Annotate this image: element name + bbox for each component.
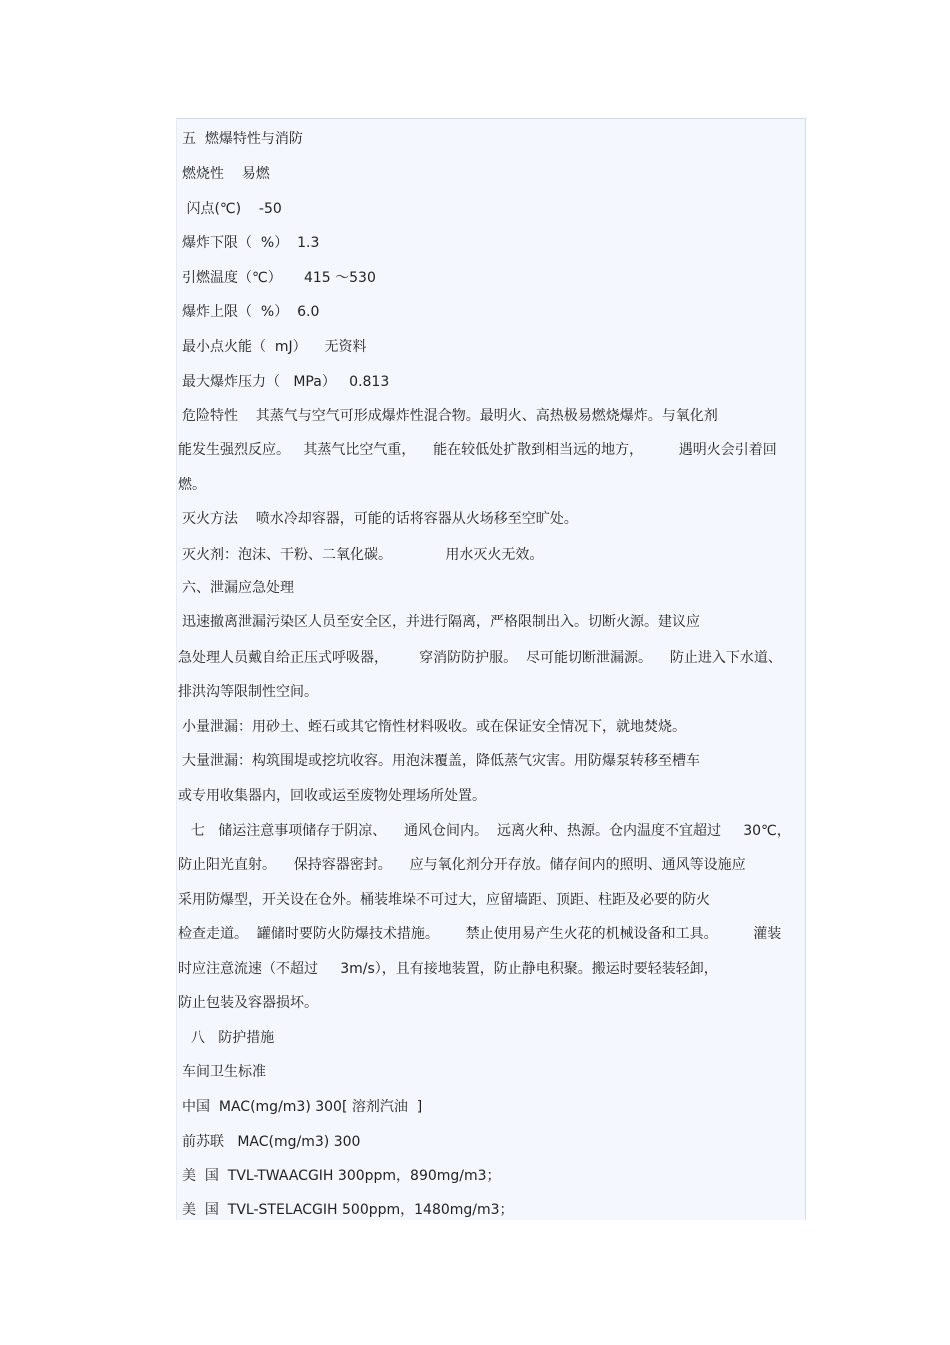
text-line: 小量泄漏：用砂土、蛭石或其它惰性材料吸收。或在保证安全情况下，就地焚烧。 xyxy=(182,719,686,735)
text-line: 前苏联 MAC(mg/m3) 300 xyxy=(182,1134,361,1150)
text-line: 灭火剂：泡沫、干粉、二氧化碳。 用水灭火无效。 xyxy=(182,547,544,563)
text-line: 灭火方法 喷水冷却容器，可能的话将容器从火场移至空旷处。 xyxy=(182,511,578,527)
text-line: 迅速撤离泄漏污染区人员至安全区，并进行隔离，严格限制出入。切断火源。建议应 xyxy=(182,614,700,630)
text-line: 燃。 xyxy=(178,477,206,493)
text-line: 美 国 TVL-TWAACGIH 300ppm，890mg/m3； xyxy=(182,1168,501,1184)
text-line: 引燃温度（℃） 415 ～530 xyxy=(182,270,376,286)
text-line: 急处理人员戴自给正压式呼吸器， 穿消防防护服。 尽可能切断泄漏源。 防止进入下水道、 xyxy=(178,650,782,666)
text-line: 中国 MAC(mg/m3) 300[ 溶剂汽油 ] xyxy=(182,1099,423,1115)
section-title-storage: 七 储运注意事项储存于阴凉、 通风仓间内。 远离火种、热源。仓内温度不宜超过 30℃， xyxy=(182,823,791,839)
text-line: 危险特性 其蒸气与空气可形成爆炸性混合物。最明火、高热极易燃烧爆炸。与氧化剂 xyxy=(182,408,718,424)
text-line: 最小点火能（ mJ） 无资料 xyxy=(182,339,367,355)
text-line: 大量泄漏：构筑围堤或挖坑收容。用泡沫覆盖，降低蒸气灾害。用防爆泵转移至槽车 xyxy=(182,753,700,769)
text-line: 爆炸上限（ %） 6.0 xyxy=(182,304,320,320)
section-title-fire: 五 燃爆特性与消防 xyxy=(182,131,303,147)
text-line: 能发生强烈反应。 其蒸气比空气重， 能在较低处扩散到相当远的地方， 遇明火会引着回 xyxy=(178,442,777,458)
text-line: 闪点(℃) -50 xyxy=(182,201,282,217)
text-line: 爆炸下限（ %） 1.3 xyxy=(182,235,320,251)
text-line: 防止阳光直射。 保持容器密封。 应与氧化剂分开存放。储存间内的照明、通风等设施应 xyxy=(178,857,746,873)
text-line: 检查走道。 罐储时要防火防爆技术措施。 禁止使用易产生火花的机械设备和工具。 灌装 xyxy=(178,926,782,942)
text-line: 最大爆炸压力（ MPa） 0.813 xyxy=(182,374,390,390)
text-line: 车间卫生标准 xyxy=(182,1064,266,1080)
text-line: 排洪沟等限制性空间。 xyxy=(178,684,318,700)
text-line: 燃烧性 易燃 xyxy=(182,166,270,182)
section-title-leak: 六、泄漏应急处理 xyxy=(182,580,294,596)
text-line: 采用防爆型，开关设在仓外。桶装堆垛不可过大，应留墙距、顶距、柱距及必要的防火 xyxy=(178,892,710,908)
text-line: 美 国 TVL-STELACGIH 500ppm，1480mg/m3； xyxy=(182,1202,514,1218)
text-line: 或专用收集器内，回收或运至废物处理场所处置。 xyxy=(178,788,486,804)
text-line: 防止包装及容器损坏。 xyxy=(178,995,318,1011)
text-line: 时应注意流速（不超过 3m/s），且有接地装置，防止静电积聚。搬运时要轻装轻卸， xyxy=(178,961,718,977)
section-title-protection: 八 防护措施 xyxy=(182,1030,275,1046)
